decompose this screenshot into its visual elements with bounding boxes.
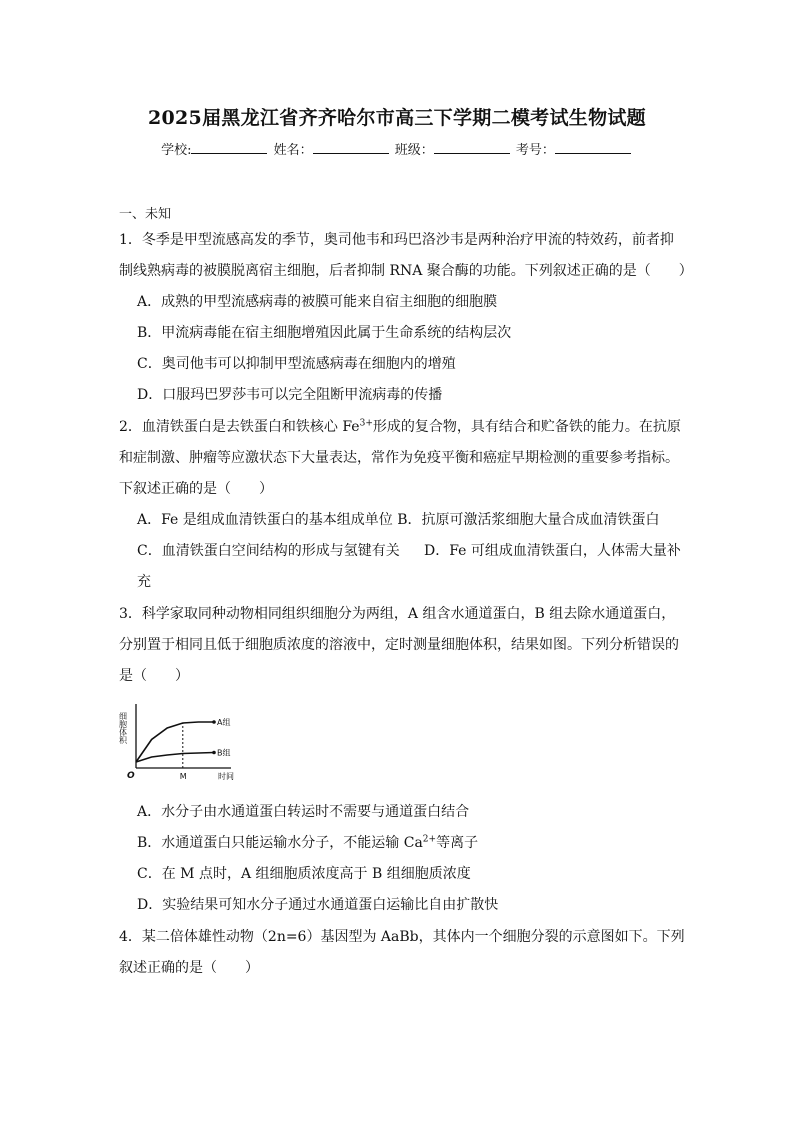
q2-line-1 (119, 416, 681, 436)
q3-line-1: 3．科学家取同种动物相同组织细胞分为两组，A 组含水通道蛋白，B 组去除水通道蛋白， (119, 606, 676, 622)
q2-line-1-text-a: 2．血清铁蛋白是去铁蛋白和铁核心 Fe (119, 419, 360, 435)
chart-axes (136, 704, 231, 768)
q2-line-2: 和症制激、肿瘤等应激状态下大量表达，常作为免疫平衡和癌症早期检测的重要参考指标。 (119, 450, 679, 466)
q3-option-c: C．在 M 点时，A 组细胞质浓度高于 B 组细胞质浓度 (137, 866, 471, 882)
page-title: 2025届黑龙江省齐齐哈尔市高三下学期二模考试生物试题 (148, 107, 646, 129)
q2-line-1-sup: 3+ (359, 418, 373, 429)
q1-option-c: C．奥司他韦可以抑制甲型流感病毒在细胞内的增殖 (137, 356, 456, 372)
q2-option-d: D．Fe 可组成血清铁蛋白，人体需大量补 (424, 543, 681, 559)
q2-line-3: 下叙述正确的是（ ） (119, 481, 273, 497)
q2-option-d-continued: 充 (137, 574, 151, 590)
q3-option-b-text-b: 等离子 (436, 835, 479, 851)
q1-option-b: B．甲流病毒能在宿主细胞增殖因此属于生命系统的结构层次 (137, 325, 512, 341)
q1-option-d: D．口服玛巴罗莎韦可以完全阻断甲流病毒的传播 (137, 387, 443, 403)
q1-line-1: 1．冬季是甲型流感高发的季节，奥司他韦和玛巴洛沙韦是两种治疗甲流的特效药，前者抑 (119, 232, 674, 248)
name-label: 姓名： (273, 143, 313, 158)
series-label-b: B组 (217, 748, 231, 758)
section-heading: 一、未知 (119, 207, 172, 222)
series-line-b (136, 753, 214, 763)
q2-options-ab: A．Fe 是组成血清铁蛋白的基本组成单位 B．抗原可激活浆细胞大量合成血清铁蛋白 (137, 512, 660, 528)
cell-volume-chart (118, 700, 248, 784)
exam-no-label: 考号： (515, 143, 555, 158)
series-endpoint-a (212, 720, 216, 724)
exam-no-blank[interactable] (555, 141, 631, 154)
series-line-a (136, 722, 214, 762)
school-blank[interactable] (191, 141, 267, 154)
q3-option-b-text-a: B．水通道蛋白只能运输水分子，不能运输 Ca (137, 835, 423, 851)
origin-label: O (127, 771, 135, 781)
school-label: 学校: (161, 143, 192, 158)
class-label: 班级： (394, 143, 434, 158)
q1-line-2: 制线熟病毒的被膜脱离宿主细胞，后者抑制 RNA 聚合酶的功能。下列叙述正确的是（ ） (119, 263, 693, 279)
series-label-a: A组 (217, 718, 231, 727)
name-blank[interactable] (313, 141, 389, 154)
q3-line-2: 分别置于相同且低于细胞质浓度的溶液中，定时测量细胞体积，结果如图。下列分析错误的 (119, 637, 679, 653)
chart-series (136, 720, 216, 768)
q3-option-b-sup: 2+ (422, 834, 437, 845)
x-axis-label: 时间 (218, 772, 234, 781)
q4-line-1: 4．某二倍体雄性动物（2n=6）基因型为 AaBb，其体内一个细胞分裂的示意图如下。下列 (119, 929, 685, 945)
q2-option-c: C．血清铁蛋白空间结构的形成与氢键有关 (137, 543, 400, 559)
q3-option-d: D．实验结果可知水分子通过水通道蛋白运输比自由扩散快 (137, 897, 499, 913)
series-endpoint-b (212, 751, 216, 755)
y-axis-label: 细胞体积 (118, 712, 128, 744)
student-info-row (0, 139, 794, 158)
q2-line-1-text-b: 形成的复合物，具有结合和贮备铁的能力。在抗原 (372, 419, 681, 435)
q3-option-a: A．水分子由水通道蛋白转运时不需要与通道蛋白结合 (137, 804, 470, 820)
q3-option-b (137, 832, 478, 852)
q3-line-3: 是（ ） (119, 668, 189, 684)
marker-m-label: M (179, 772, 187, 781)
class-blank[interactable] (434, 141, 510, 154)
q1-option-a: A．成熟的甲型流感病毒的被膜可能来自宿主细胞的细胞膜 (137, 294, 498, 310)
q4-line-2: 叙述正确的是（ ） (119, 960, 259, 976)
